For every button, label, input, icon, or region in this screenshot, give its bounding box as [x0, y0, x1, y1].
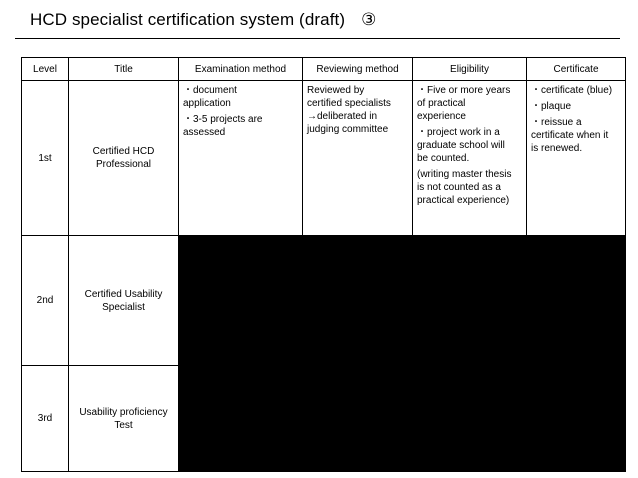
column-header-certificate: Certificate [527, 58, 626, 81]
title-text: Certified HCD Professional [92, 146, 155, 170]
title-cell [69, 366, 179, 472]
slide-number: ③ [361, 10, 377, 29]
table-header-row [22, 58, 626, 81]
eligibility-cell [413, 81, 527, 236]
level-cell: 1st [22, 81, 69, 236]
reviewing-method-cell [303, 81, 413, 236]
column-header-level: Level [22, 58, 69, 81]
certificate-item: ・certificate (blue) [531, 85, 613, 96]
eligibility-item: ・Five or more years of practical experience [417, 85, 511, 122]
redacted-block [179, 236, 626, 472]
reviewing-text: Reviewed by certified specialists →deliberated in judging committee [307, 85, 391, 135]
title-divider [15, 38, 620, 39]
eligibility-note: (writing master thesis is not counted as a practical experience) [417, 169, 512, 206]
certificate-item: ・plaque [531, 101, 572, 112]
examination-method-cell [179, 81, 303, 236]
title-cell [69, 81, 179, 236]
examination-item: ・3-5 projects are assessed [183, 114, 263, 138]
column-header-title: Title [69, 58, 179, 81]
certificate-cell [527, 81, 626, 236]
column-header-examination-method: Examination method [179, 58, 303, 81]
title-text: Certified Usability Specialist [84, 288, 163, 313]
certification-table [21, 57, 626, 472]
examination-item: ・document application [183, 85, 237, 109]
table-row [22, 236, 626, 366]
eligibility-item: ・project work in a graduate school will be counted. [417, 127, 505, 164]
table-row [22, 81, 626, 236]
level-cell: 3rd [22, 366, 69, 472]
certificate-item: ・reissue a certificate when it is renewed. [531, 117, 609, 154]
slide-title-text: HCD specialist certification system (draft) [30, 10, 346, 29]
column-header-eligibility: Eligibility [413, 58, 527, 81]
column-header-reviewing-method: Reviewing method [303, 58, 413, 81]
title-cell [69, 236, 179, 366]
title-text: Usability proficiency Test [79, 406, 168, 431]
slide-title [30, 10, 376, 30]
level-cell: 2nd [22, 236, 69, 366]
